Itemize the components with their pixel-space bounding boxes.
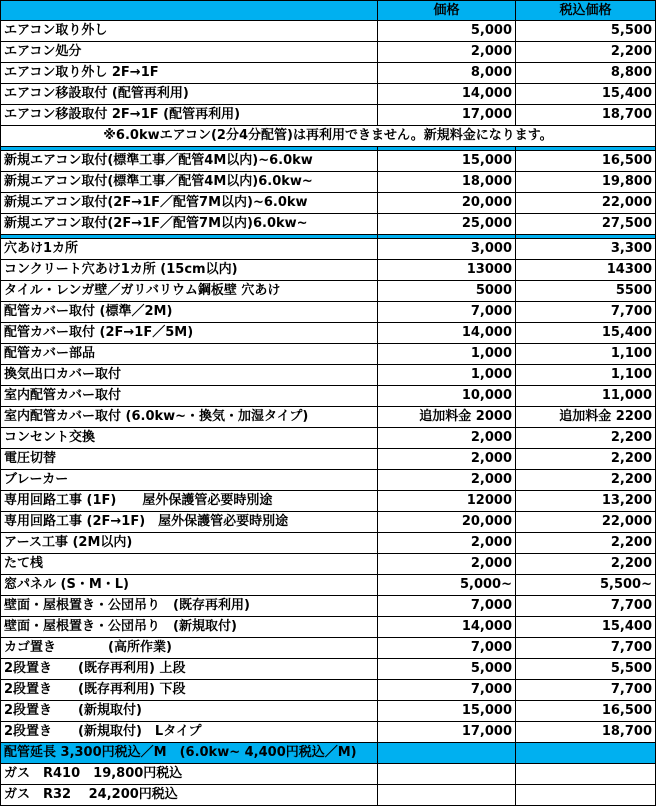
item-tax-price: 2,200 bbox=[516, 428, 656, 449]
empty-cell bbox=[516, 764, 656, 785]
item-tax-price: 7,700 bbox=[516, 680, 656, 701]
item-name: アース工事 (2M以内) bbox=[1, 533, 378, 554]
item-price: 10,000 bbox=[378, 386, 516, 407]
item-price: 追加料金 2000 bbox=[378, 407, 516, 428]
item-price: 12000 bbox=[378, 491, 516, 512]
gas-price-note: ガス R410 19,800円税込 bbox=[1, 764, 378, 785]
table-row bbox=[1, 260, 656, 281]
item-tax-price: 18,700 bbox=[516, 722, 656, 743]
item-tax-price: 13,200 bbox=[516, 491, 656, 512]
item-name: ブレーカー bbox=[1, 470, 378, 491]
item-name: 壁面・屋根置き・公団吊り (既存再利用) bbox=[1, 596, 378, 617]
item-tax-price: 3,300 bbox=[516, 239, 656, 260]
gas-price-note-row bbox=[1, 764, 656, 785]
item-price: 17,000 bbox=[378, 105, 516, 126]
table-row bbox=[1, 365, 656, 386]
table-row bbox=[1, 680, 656, 701]
item-tax-price: 1,100 bbox=[516, 344, 656, 365]
header-price-column: 価格 bbox=[378, 1, 516, 21]
item-name: タイル・レンガ壁／ガリバリウム鋼板壁 穴あけ bbox=[1, 281, 378, 302]
item-name: 新規エアコン取付(2F→1F／配管7M以内)6.0kw~ bbox=[1, 214, 378, 235]
item-tax-price: 15,400 bbox=[516, 617, 656, 638]
item-name: 室内配管カバー取付 bbox=[1, 386, 378, 407]
item-name: コンクリート穴あけ1カ所 (15cm以内) bbox=[1, 260, 378, 281]
table-row bbox=[1, 428, 656, 449]
item-name: 2段置き (既存再利用) 上段 bbox=[1, 659, 378, 680]
item-price: 2,000 bbox=[378, 449, 516, 470]
item-name: 配管カバー取付 (2F→1F／5M) bbox=[1, 323, 378, 344]
item-tax-price: 11,000 bbox=[516, 386, 656, 407]
item-tax-price: 15,400 bbox=[516, 323, 656, 344]
item-name: 換気出口カバー取付 bbox=[1, 365, 378, 386]
item-tax-price: 16,500 bbox=[516, 151, 656, 172]
item-price: 1,000 bbox=[378, 365, 516, 386]
item-name: 穴あけ1カ所 bbox=[1, 239, 378, 260]
item-tax-price: 1,100 bbox=[516, 365, 656, 386]
item-name: 新規エアコン取付(2F→1F／配管7M以内)~6.0kw bbox=[1, 193, 378, 214]
item-name: エアコン移設取付 2F→1F (配管再利用) bbox=[1, 105, 378, 126]
table-row bbox=[1, 659, 656, 680]
item-price: 20,000 bbox=[378, 512, 516, 533]
item-tax-price: 2,200 bbox=[516, 554, 656, 575]
table-row bbox=[1, 638, 656, 659]
item-price: 5,000 bbox=[378, 659, 516, 680]
table-row bbox=[1, 701, 656, 722]
item-name: 2段置き (既存再利用) 下段 bbox=[1, 680, 378, 701]
item-price: 2,000 bbox=[378, 470, 516, 491]
note-row bbox=[1, 126, 656, 147]
table-row bbox=[1, 239, 656, 260]
item-tax-price: 5,500 bbox=[516, 659, 656, 680]
item-price: 2,000 bbox=[378, 428, 516, 449]
empty-cell bbox=[378, 764, 516, 785]
table-row bbox=[1, 193, 656, 214]
item-tax-price: 8,800 bbox=[516, 63, 656, 84]
header-row bbox=[1, 1, 656, 21]
table-row bbox=[1, 470, 656, 491]
table-row bbox=[1, 302, 656, 323]
table-row bbox=[1, 407, 656, 428]
pipe-extension-note-row bbox=[1, 743, 656, 764]
item-tax-price: 7,700 bbox=[516, 596, 656, 617]
table-row bbox=[1, 512, 656, 533]
item-name: 壁面・屋根置き・公団吊り (新規取付) bbox=[1, 617, 378, 638]
item-price: 5,000~ bbox=[378, 575, 516, 596]
item-price: 20,000 bbox=[378, 193, 516, 214]
table-row bbox=[1, 63, 656, 84]
empty-cell bbox=[516, 785, 656, 806]
item-name: カゴ置き (高所作業) bbox=[1, 638, 378, 659]
item-tax-price: 15,400 bbox=[516, 84, 656, 105]
item-name: 窓パネル (S・M・L) bbox=[1, 575, 378, 596]
item-price: 17,000 bbox=[378, 722, 516, 743]
item-tax-price: 7,700 bbox=[516, 302, 656, 323]
table-row bbox=[1, 42, 656, 63]
pipe-extension-note: 配管延長 3,300円税込／M (6.0kw~ 4,400円税込／M) bbox=[1, 743, 378, 764]
table-row bbox=[1, 344, 656, 365]
item-price: 2,000 bbox=[378, 533, 516, 554]
table-row bbox=[1, 554, 656, 575]
item-tax-price: 19,800 bbox=[516, 172, 656, 193]
item-price: 7,000 bbox=[378, 302, 516, 323]
item-name: 配管カバー取付 (標準／2M) bbox=[1, 302, 378, 323]
table-row bbox=[1, 172, 656, 193]
item-name: エアコン処分 bbox=[1, 42, 378, 63]
item-price: 8,000 bbox=[378, 63, 516, 84]
item-name: 新規エアコン取付(標準工事／配管4M以内)~6.0kw bbox=[1, 151, 378, 172]
item-name: 2段置き (新規取付) Lタイプ bbox=[1, 722, 378, 743]
item-tax-price: 18,700 bbox=[516, 105, 656, 126]
item-price: 15,000 bbox=[378, 151, 516, 172]
table-row bbox=[1, 386, 656, 407]
table-row bbox=[1, 722, 656, 743]
item-name: コンセント交換 bbox=[1, 428, 378, 449]
table-row bbox=[1, 596, 656, 617]
item-name: 専用回路工事 (2F→1F) 屋外保護管必要時別途 bbox=[1, 512, 378, 533]
item-price: 7,000 bbox=[378, 680, 516, 701]
item-price: 1,000 bbox=[378, 344, 516, 365]
item-price: 5,000 bbox=[378, 21, 516, 42]
item-price: 14,000 bbox=[378, 617, 516, 638]
item-tax-price: 27,500 bbox=[516, 214, 656, 235]
item-name: 専用回路工事 (1F) 屋外保護管必要時別途 bbox=[1, 491, 378, 512]
table-row bbox=[1, 533, 656, 554]
table-row bbox=[1, 84, 656, 105]
table-row bbox=[1, 617, 656, 638]
item-name: たて桟 bbox=[1, 554, 378, 575]
item-tax-price: 5500 bbox=[516, 281, 656, 302]
item-name: エアコン取り外し 2F→1F bbox=[1, 63, 378, 84]
table-row bbox=[1, 575, 656, 596]
item-price: 14,000 bbox=[378, 323, 516, 344]
item-name: 室内配管カバー取付 (6.0kw~・換気・加湿タイプ) bbox=[1, 407, 378, 428]
header-tax-price-column: 税込価格 bbox=[516, 1, 656, 21]
empty-cell bbox=[378, 743, 516, 764]
item-price: 7,000 bbox=[378, 638, 516, 659]
reuse-note: ※6.0kwエアコン(2分4分配管)は再利用できません。新規料金になります。 bbox=[1, 126, 656, 147]
item-name: 電圧切替 bbox=[1, 449, 378, 470]
item-price: 18,000 bbox=[378, 172, 516, 193]
table-row bbox=[1, 491, 656, 512]
table-row bbox=[1, 21, 656, 42]
item-price: 25,000 bbox=[378, 214, 516, 235]
gas-price-note-row bbox=[1, 785, 656, 806]
item-price: 14,000 bbox=[378, 84, 516, 105]
item-tax-price: 5,500~ bbox=[516, 575, 656, 596]
item-price: 2,000 bbox=[378, 42, 516, 63]
item-tax-price: 16,500 bbox=[516, 701, 656, 722]
item-tax-price: 22,000 bbox=[516, 512, 656, 533]
item-price: 2,000 bbox=[378, 554, 516, 575]
table-row bbox=[1, 281, 656, 302]
table-row bbox=[1, 105, 656, 126]
empty-cell bbox=[516, 743, 656, 764]
item-tax-price: 2,200 bbox=[516, 533, 656, 554]
table-row bbox=[1, 323, 656, 344]
item-tax-price: 5,500 bbox=[516, 21, 656, 42]
item-price: 13000 bbox=[378, 260, 516, 281]
table-row bbox=[1, 449, 656, 470]
item-tax-price: 22,000 bbox=[516, 193, 656, 214]
item-tax-price: 2,200 bbox=[516, 42, 656, 63]
item-tax-price: 2,200 bbox=[516, 470, 656, 491]
empty-cell bbox=[378, 785, 516, 806]
table-row bbox=[1, 151, 656, 172]
header-item-column bbox=[1, 1, 378, 21]
item-name: 配管カバー部品 bbox=[1, 344, 378, 365]
item-price: 15,000 bbox=[378, 701, 516, 722]
table-row bbox=[1, 214, 656, 235]
item-tax-price: 追加料金 2200 bbox=[516, 407, 656, 428]
item-name: 新規エアコン取付(標準工事／配管4M以内)6.0kw~ bbox=[1, 172, 378, 193]
gas-price-note: ガス R32 24,200円税込 bbox=[1, 785, 378, 806]
item-name: エアコン移設取付 (配管再利用) bbox=[1, 84, 378, 105]
item-name: エアコン取り外し bbox=[1, 21, 378, 42]
item-price: 7,000 bbox=[378, 596, 516, 617]
item-price: 5000 bbox=[378, 281, 516, 302]
item-tax-price: 7,700 bbox=[516, 638, 656, 659]
item-name: 2段置き (新規取付) bbox=[1, 701, 378, 722]
item-tax-price: 14300 bbox=[516, 260, 656, 281]
item-tax-price: 2,200 bbox=[516, 449, 656, 470]
item-price: 3,000 bbox=[378, 239, 516, 260]
